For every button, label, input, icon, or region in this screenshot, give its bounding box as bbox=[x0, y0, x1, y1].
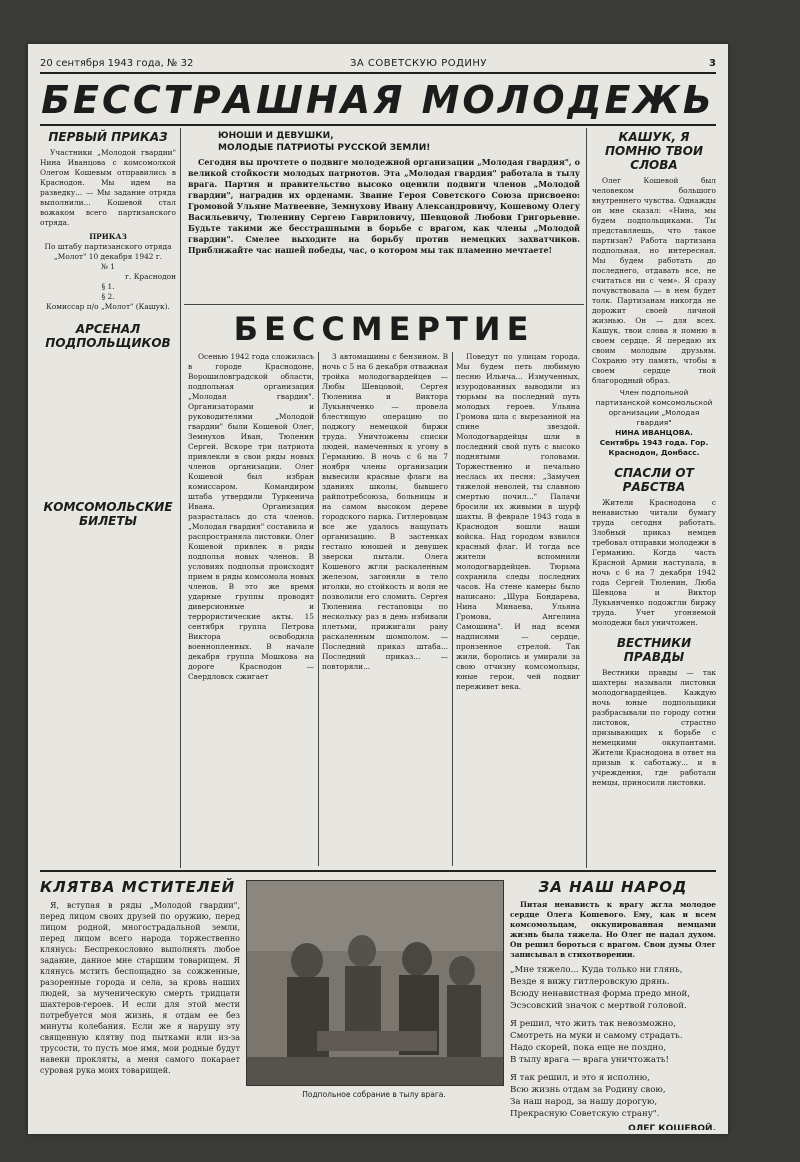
appeal-box bbox=[188, 130, 580, 300]
poem-line: Я решил, что жить так невозможно, bbox=[510, 1019, 676, 1029]
appeal-line-2: МОЛОДЫЕ ПАТРИОТЫ РУССКОЙ ЗЕМЛИ! bbox=[218, 143, 431, 153]
bottom-section-rule bbox=[40, 870, 716, 872]
order-paragraph-1: § 1. bbox=[101, 282, 115, 291]
poem bbox=[510, 964, 716, 1120]
order-place: г. Краснодон bbox=[125, 272, 176, 281]
column-divider-left bbox=[180, 128, 181, 868]
oath-article bbox=[40, 876, 240, 1130]
order-paragraph-2: § 2. bbox=[101, 292, 115, 301]
poem-line: Всюду ненавистная форма предо мной, bbox=[510, 989, 690, 999]
immortality-column-2: 3 автомашины с бензином. В ночь с 5 на 6 декабря отважная тройка молодогвардейцев — Любы Шевцовой, Сергея Тюленина и Виктора Лукьянченко — провела блестящую операцию по поджогу немецкой биржи труда. Уничтожены списки людей, намеченных к угону в Германию. В ночь с 6 на 7 ноября члены организации вывесили красные флаги на зданиях школы, бывшего райпотребсоюза, больницы и на самом высоком дереве городского парка. Гитлеровцам все же удалось нащупать организацию. В застенках гестапо юношей и девушек зверски пытали. Олега Кошевого жгли раскаленным железом, загоняли в тело иголки, но стойкость и воля не позволили его сломить. Сергея Тюленина гестаповцы по нескольку раз в день избивали плетьми, прижигали рану раскаленным шомполом. — Последний приказ штаба... Последний приказ... — повторяли... bbox=[322, 352, 448, 671]
order-title: ПРИКАЗ bbox=[89, 232, 127, 241]
photo-caption: Подпольное собрание в тылу врага. bbox=[302, 1090, 446, 1099]
masthead-rule bbox=[40, 124, 716, 126]
underground-meeting-photo bbox=[246, 880, 504, 1086]
poem-author: ОЛЕГ КОШЕВОЙ. bbox=[628, 1124, 716, 1130]
poem-line: Всю жизнь отдам за Родину свою, bbox=[510, 1085, 666, 1095]
poem-line: „Мне тяжело... Куда только ни глянь, bbox=[510, 965, 683, 975]
photo-illustration bbox=[247, 881, 503, 1085]
poem-line: Прекрасную Советскую страну". bbox=[510, 1109, 660, 1119]
paper-title: ЗА СОВЕТСКУЮ РОДИНУ bbox=[350, 58, 488, 69]
poem-line: Надо скорей, пока еще не поздно, bbox=[510, 1043, 667, 1053]
poem-line: За наш народ, за нашу дорогую, bbox=[510, 1097, 658, 1107]
article-intro-for-our-people: Питая ненависть к врагу жгла молодое сердце Олега Кошевого. Ему, как и всем комсомольцам, оккупированная немцами жизнь была тяжела. Но Олег не падал духом. Он решил бороться с врагом. Свои думы Олег записывал в стихотворении. bbox=[510, 900, 716, 959]
immortality-column-3: Поведут по улицам города. Мы будем петь любимую песню Ильича... Измученных, изуродованных выводили из тюрьмы на последний путь молодых героев. Ульяна Громова шла с вырезанной на спине звездой. Молодогвардейцы шли в последний свой путь с высоко поднятыми головами. Торжественно и печально неслась их песня: „Замучен тяжелой неволей, ты славною смертью почил..." Палачи бросили их живыми в шурф шахты. В феврале 1943 года в Краснодон вошли наши войска. Над городом взвился красный флаг. И тогда все жители вспомнили молодогвардейцев. Тюрьма сохранила следы последних часов. На стене камеры было написано: „Шура Бондарева, Нина Минаева, Ульяна Громова, Ангелина Самошина". И над всеми надписями — сердце, пронзенное стрелой. Так жили, боролись и умирали за свою отчизну комсомольцы, юные герои, чей подвиг переживет века. bbox=[456, 352, 580, 691]
appeal-text: Сегодня вы прочтете о подвиге молодежной организации „Молодая гвардия", о великой стойкости молодых патриотов. Эта „Молодая гвардия" работала в тылу врага. Партия и правительство высоко оценили подвиги членов „Молодой гвардии", наградив их орденами. Звание Героя Советского Союза присвоено: Громовой Ульяне Матвеевне, Земнухову Ивану Александровичу, Кошевому Олегу Васильевичу, Тюленину Сергею Гавриловичу, Шевцовой Любови Григорьевне. Будьте такими же бесстрашными в борьбе с врагом, как члены „Молодой гвардии". Смелее выходите на борьбу против немецких захватчиков. Приближайте час нашей победы, час, о котором мы так пламенно мечтаете! bbox=[188, 157, 580, 255]
page-number: 3 bbox=[709, 58, 716, 69]
article-title-arsenal: АРСЕНАЛ ПОДПОЛЬЩИКОВ bbox=[45, 322, 171, 350]
immortality-column-1: Осенью 1942 года сложилась в городе Краснодоне, Ворошиловградской области, подпольная организация „Молодая гвардия". Организаторами и руководителями „Молодой гвардии" были Кошевой Олег, Земнухов Иван, Тюленин Сергей. Вскоре три патриота привлекли в свои ряды новых членов организации. Олег Кошевой был избран комиссаром. Командиром штаба утвердили Туркенича Ивана. Организация разрасталась до ста членов. „Молодая гвардия" составила и распространяла листовки. Олег Кошевой привлек в ряды подполья новых членов. В условиях подполья происходят прием в ряды комсомола новых членов. В это же время ударные группы проводят диверсионные и террористические акты. 15 сентября группа Петрова Виктора освободила военнопленных. В начале декабря группа Мошкова на дороге Краснодон — Свердловск сжигает bbox=[188, 352, 314, 681]
page-header bbox=[40, 58, 716, 72]
kashuk-signature-org: Член подпольной партизанской комсомольской организации „Молодая гвардия" bbox=[595, 388, 713, 427]
article-title-for-our-people: ЗА НАШ НАРОД bbox=[538, 878, 688, 896]
article-title-oath: КЛЯТВА МСТИТЕЛЕЙ bbox=[40, 878, 236, 896]
column-divider-mid-2 bbox=[452, 352, 453, 866]
issue-date: 20 сентября 1943 года, № 32 bbox=[40, 58, 194, 69]
article-title-first-order: ПЕРВЫЙ ПРИКАЗ bbox=[48, 130, 168, 144]
right-column bbox=[592, 128, 716, 866]
order-number: № 1 bbox=[100, 262, 116, 271]
column-divider-right bbox=[586, 128, 587, 868]
article-text-heralds-of-truth: Вестники правды — так шахтеры называли листовки молодогвардейцев. Каждую ночь юные подпольщики разбрасывали по городу сотни листовок, страстно призывающих к борьбе с немецкими оккупантами. Жители Краснодона в ответ на призыв к саботажу... и в учреждения, где работали немцы, приносили листовки. bbox=[592, 668, 716, 787]
kashuk-signature-name: НИНА ИВАНЦОВА. bbox=[615, 428, 693, 437]
article-text-kashuk: Олег Кошевой был человеком большого внутреннего чувства. Однажды он мне сказал: «Нина, мы будем подпольщиками. Ты представляешь, что такое партизан? Работа партизана подпольная, но интересная. Мы будем работать до последнего, отдавать все, не считаться ни с чем». Я сразу почувствовала — в нем будет толк. Партизанам никогда не дорожит своей личной жизнью. Он — для всех. Кашук, твои слова я помню в своем сердце. Я передаю их своим молодым друзьям. Сохраню эту память, чтобы в своем сердце твой благородный образ. bbox=[592, 176, 716, 385]
poem-line: Смотреть на муки и самому страдать. bbox=[510, 1031, 683, 1041]
left-column bbox=[40, 128, 176, 866]
order-subtitle: По штабу партизанского отряда „Молот" 10 декабря 1942 г. bbox=[44, 242, 172, 261]
poem-line: Эсэсовский значок с мертвой головой. bbox=[510, 1001, 687, 1011]
poem-line: Я так решил, и это я исполню, bbox=[510, 1073, 650, 1083]
column-divider-mid-1 bbox=[318, 352, 319, 866]
article-title-komsomol-tickets: КОМСОМОЛЬСКИЕ БИЛЕТЫ bbox=[43, 500, 173, 528]
kashuk-signature-date: Сентябрь 1943 года. Гор. Краснодон, Донбасс. bbox=[599, 438, 709, 457]
article-text-first-order: Участники „Молодой гвардии" Нина Иванцова с комсомолкой Олегом Кошевым отправились в Краснодон. Мы идем на разведку... — Мы задание отряда выполнили... Кошевой стал вожаком всего партизанского отряда. bbox=[40, 148, 176, 227]
article-title-saved-from-slavery: СПАСЛИ ОТ РАБСТВА bbox=[614, 466, 694, 494]
article-text-oath: Я, вступая в ряды „Молодой гвардии", перед лицом своих друзей по оружию, перед лицом родной, многострадальной земли, перед лицом всего народа торжественно клянусь: Беспрекословно выполнять любое задание, данное мне старшим товарищем. Я клянусь мстить беспощадно за сожженные, разоренные города и села, за кровь наших людей, за мученическую смерть тридцати шахтеров-героев. И если для этой мести потребуется моя жизнь, я отдам ее без минуты колебания. Если же я нарушу эту священную клятву под пытками или из-за трусости, то пусть мое имя, мои родные будут навеки прокляты, а меня самого покарает суровая рука моих товарищей. bbox=[40, 901, 240, 1075]
article-title-kashuk: КАШУК, Я ПОМНЮ ТВОИ СЛОВА bbox=[604, 130, 704, 172]
poem-line: В тылу врага — врага уничтожать! bbox=[510, 1055, 669, 1065]
masthead: БЕССТРАШНАЯ МОЛОДЕЖЬ bbox=[41, 78, 715, 122]
header-rule bbox=[40, 72, 716, 74]
order-signature: Комиссар п/о „Молот" (Кашук). bbox=[46, 302, 170, 311]
appeal-line-1: ЮНОШИ И ДЕВУШКИ, bbox=[218, 131, 334, 141]
poem-line: Везде я вижу гитлеровскую дрянь. bbox=[510, 977, 670, 987]
newspaper-page bbox=[28, 44, 728, 1134]
appeal-bottom-rule bbox=[184, 304, 584, 305]
article-text-saved-from-slavery: Жители Краснодона с ненавистью читали бумагу труда сегодня работать. Злобный приказ немцев требовал отправки молодежи в Германию. Когда часть Красной Армии наступала, в ночь с 6 на 7 декабря 1942 года Сергей Тюленин, Люба Шевцова и Виктор Лукьянченко подожгли биржу труда. Учет угоняемой молодежи был уничтожен. bbox=[592, 498, 716, 627]
article-title-heralds-of-truth: ВЕСТНИКИ ПРАВДЫ bbox=[616, 636, 692, 664]
for-our-people-article bbox=[510, 876, 716, 1130]
order-block bbox=[40, 232, 176, 312]
article-title-immortality: БЕССМЕРТИЕ bbox=[233, 310, 535, 348]
